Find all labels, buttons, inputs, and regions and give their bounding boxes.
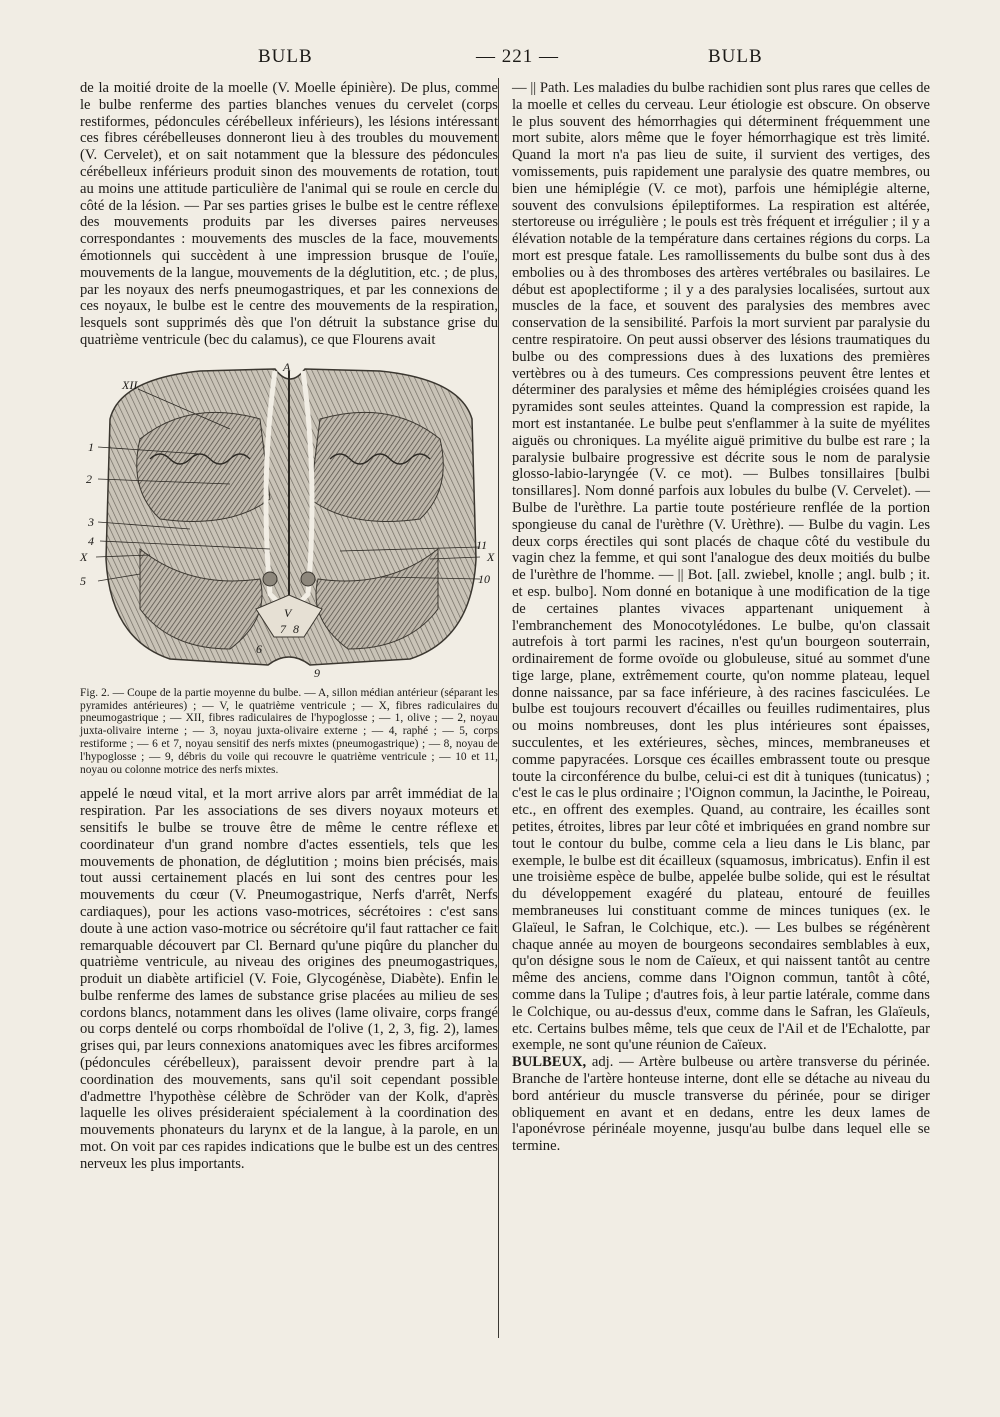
fig-label-a: A bbox=[283, 359, 291, 374]
left-column bbox=[80, 80, 498, 1173]
fig-label-5: 5 bbox=[80, 573, 86, 588]
running-header bbox=[0, 46, 1000, 72]
fig-label-v: V bbox=[284, 605, 292, 620]
fig-label-4: 4 bbox=[88, 533, 94, 548]
fig-label-x-right: X bbox=[487, 549, 495, 564]
fig-label-8: 8 bbox=[293, 621, 299, 636]
bulbeux-definition: adj. — Artère bulbeuse ou artère transverse du périnée. Branche de l'artère honteuse interne, dont elle se détache au niveau du bord antérieur du muscle transverse du périnée, pour se diriger obliquement en avant et en dedans, entre les deux lames de l'aponévrose périnéale moyenne, jusqu'au bulbe dans lequel elle se termine. bbox=[512, 1054, 930, 1155]
column-divider bbox=[498, 78, 499, 1338]
medulla-cross-section-drawing bbox=[80, 359, 498, 683]
figure-caption: Fig. 2. — Coupe de la partie moyenne du bulbe. — A, sillon médian antérieur (séparant les pyramides antérieures) ; — V, le quatrième ventricule ; — X, fibres radiculaires du pneumogastrique ; — XII, fibres radiculaires de l'hypoglosse ; — 1, olive ; — 2, noyau juxta-olivaire interne ; — 3, noyau juxta-olivaire externe ; — 4, raphé ; — 5, corps restiforme ; — 6 et 7, noyau sensitif des nerfs mixtes (pneumogastrique) ; — 8, noyau de l'hypoglosse ; — 9, débris du voile qui recouvre le quatrième ventricule ; — 10 et 11, noyau ou colonne motrice des nerfs mixtes. bbox=[80, 686, 498, 776]
fig-label-2: 2 bbox=[86, 471, 92, 486]
left-paragraph-2: appelé le nœud vital, et la mort arrive alors par arrêt immédiat de la respiration. Par les associations de ses divers noyaux moteurs et sensitifs le bulbe se trouve être de même le centre réflexe et coordinateur d'un grand nombre d'actes essentiels, tels que les mouvements de phonation, de déglutition ; moins bien précisés, mais tout aussi certainement placés en lui sont des centres pour les mouvements du cœur (V. Pneumogastrique, Nerfs d'arrêt, Nerfs cardiaques), pour les actions vaso-motrices, sécrétoires : c'est sans doute à une action vaso-motrice ou sécrétoire qu'il faut rattacher ce fait remarquable découvert par Cl. Bernard qu'une piqûre du plancher du quatrième ventricule, au niveau des origines des pneumogastriques, produit un diabète artificiel (V. Foie, Glycogénèse, Diabète). Enfin le bulbe renferme des lames de substance grise placées au milieu de ses cordons blancs, notamment dans les olives (lame olivaire, corps frangé ou corps dentelé ou corps rhomboïdal de l'olive (1, 2, 3, fig. 2), lames grises qui, par leurs connexions anatomiques avec les fibres arciformes (pédoncules cérébelleux), paraissent devoir prendre part à la coordination des mouvements, sans qu'il soit cependant possible d'admettre l'hypothèse célèbre de Schröder van der Kolk, d'après laquelle les olives présideraient spécialement à la coordination des mouvements phonateurs du larynx et de la langue, à la parole, en un mot. On voit par ces rapides indications que le bulbe est un des centres nerveux les plus importants. bbox=[80, 786, 498, 1172]
header-left-word: BULB bbox=[258, 46, 313, 67]
fig-label-1: 1 bbox=[88, 439, 94, 454]
bulbeux-entry bbox=[512, 1054, 930, 1155]
left-paragraph-1: de la moitié droite de la moelle (V. Moelle épinière). De plus, comme le bulbe renferme des parties blanches venues du cervelet (corps restiformes, pédoncules cérébelleux inférieurs), les lésions intéressant ces fibres cérébelleuses donneront lieu à des troubles du mouvement (V. Cervelet), et on sait notamment que la blessure des pédoncules cérébelleux inférieurs produit sinon des mouvements de rotation, tout au moins une attitude particulière de l'animal qui se roule en cercle du côté de la lésion. — Par ses parties grises le bulbe est le centre réflexe des mouvements produits par les diverses paires nerveuses correspondantes : mouvements des muscles de la face, mouvements émotionnels qui succèdent à une impression brusque de l'ouïe, mouvements de la langue, mouvements de la déglutition, etc. ; de plus, par les noyaux des nerfs pneumogastriques, et par les connexions de ces noyaux, le bulbe est le centre des mouvements de la respiration, lesquels sont supprimés dès que l'on détruit la substance grise du quatrième ventricule (bec du calamus), ce que Flourens avait bbox=[80, 80, 498, 348]
fig-label-9: 9 bbox=[314, 665, 320, 680]
fig-label-3: 3 bbox=[88, 514, 94, 529]
right-paragraph-1: — || Path. Les maladies du bulbe rachidien sont plus rares que celles de la moelle et celles du cerveau. Leur étiologie est obscure. On observe le plus souvent des hémorrhagies qui déterminent fréquemment une mort subite, alors même que le foyer hémorrhagique est très limité. Quand la mort n'a pas lieu de suite, il survient des vertiges, des vomissements, puis rapidement une paralysie des quatre membres, ou bien une hémiplégie (V. ce mot), parfois une hémiplégie alterne, souvent des convulsions épileptiformes. La respiration est altérée, stertoreuse ou irrégulière ; le pouls est très fréquent et irrégulier ; il y a élévation notable de la température dans certaines régions du corps. La mort est presque fatale. Les ramollissements du bulbe sont dus à des embolies ou à des thromboses des artères vertébrales ou basilaires. Le début est apoplectiforme ; il y a des paralysies localisées, surtout aux muscles de la face, et souvent des paralysies des membres avec conservation de la sensibilité. Parfois la mort survient par paralysie du centre respiratoire. On peut aussi observer des lésions traumatiques du bulbe ou des compressions dues à des luxations des premières vertèbres ou à des tumeurs. Ces compressions peuvent être lentes et déterminer des paralysies et même des hémiplégies croisées quand les pyramides sont seules atteintes. Quand la compression est rapide, la mort est instantanée. Le bulbe peut s'enflammer à la suite de myélites aiguës ou chroniques. La myélite aiguë primitive du bulbe est rare ; la paralysie bulbaire progressive est décrite sous le nom de paralysie glosso-labio-laryngée (V. ce mot). — Bulbes tonsillaires [bulbi tonsillares]. Nom donné parfois aux lobules du bulbe (V. Cervelet). — Bulbe de l'urèthre. La partie toute postérieure renflée de la portion spongieuse du canal de l'urèthre (V. Urèthre). — Bulbe du vagin. Les deux corps érectiles qui sont placés de chaque côté du vestibule du vagin chez la femme, et qui sont l'analogue des deux moitiés du bulbe de l'urèthre de l'homme. — || Bot. [all. zwiebel, knolle ; angl. bulb ; it. et esp. bulbo]. Nom donné en botanique à une modification de la tige de certaines plantes vivaces appartenant uniquement à l'embranchement des Monocotylédones. Le bulbe, qu'on classait autrefois à tort parmi les racines, n'est qu'un bourgeon souterrain, ordinairement de forme ovoïde ou globuleuse, situé au sommet d'une tige large, plane, extrêmement courte, qu'on nomme plateau, lequel donne naissance, par sa face inférieure, à des racines fasciculées. Le bulbe est toujours recouvert d'écailles ou feuilles rudimentaires, plus ou moins nombreuses, dont les plus intérieures sont épaisses, succulentes, et les extérieures, sèches, minces, membraneuses et comme papyracées. Lorsque ces écailles embrassent toute ou presque toute la circonférence du bulbe, celui-ci est dit à tuniques (tunicatus) ; c'est le cas le plus ordinaire ; l'Oignon commun, la Jacinthe, le Poireau, etc., en offrent des exemples. Quand, au contraire, les écailles sont petites, étroites, libres par leur côté et imbriquées en grand nombre sur tout le contour du bulbe, comme cela a lieu dans le Lis blanc, par exemple, le bulbe est dit écailleux (squamosus, imbricatus). Enfin il est une troisième espèce de bulbe, appelée bulbe solide, qui est le résultat du développement exagéré du plateau, entouré de feuilles membraneuses lui constituant comme de minces tuniques (ex. le Glaïeul, le Safran, le Colchique, etc.). — Les bulbes se régénèrent chaque année au moyen de bourgeons secondaires semblables à eux, qu'on désigne sous le nom de Caïeux, et qui naissent tantôt au centre même des anciens, comme dans l'Oignon commun, tantôt à côté, comme dans la Tulipe ; d'autres fois, à leur partie latérale, comme dans le Colchique, ou au-dessus d'eux, comme dans le Safran, les Glaïeuls, etc. Certains bulbes même, tels que ceux de l'Ail et de l'Echalotte, par exemple, ne sont qu'une réunion de Caïeux. bbox=[512, 80, 930, 1054]
fig-label-11: 11 bbox=[476, 537, 488, 552]
medulla-section-engraving bbox=[80, 359, 498, 683]
right-column bbox=[512, 80, 930, 1155]
fig-label-6: 6 bbox=[256, 641, 262, 656]
fig-label-7: 7 bbox=[280, 621, 286, 636]
entry-headword: BULBEUX, bbox=[512, 1054, 587, 1071]
header-right-word: BULB bbox=[708, 46, 763, 67]
figure-2 bbox=[80, 359, 498, 777]
fig-label-xii: XII bbox=[122, 377, 138, 392]
fig-label-10: 10 bbox=[478, 571, 490, 586]
fig-label-x-left: X bbox=[80, 549, 88, 564]
page-number: — 221 — bbox=[476, 46, 559, 67]
